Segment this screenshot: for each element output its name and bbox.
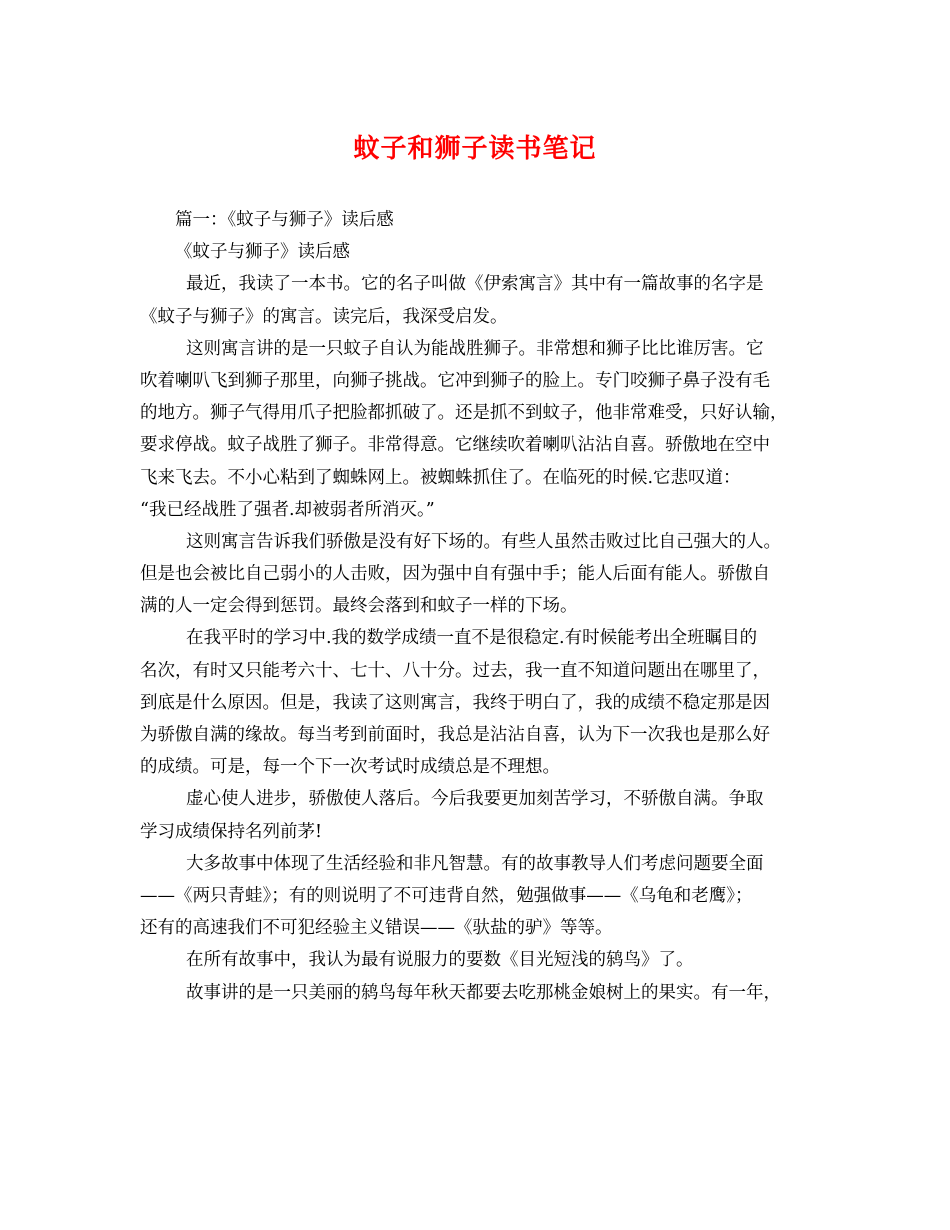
subtitle: 《蚊子与狮子》读后感 xyxy=(175,242,350,263)
text-line: 故事讲的是一只美丽的鸫鸟每年秋天都要去吃那桃金娘树上的果实。有一年， xyxy=(186,982,781,1003)
text-line: 要求停战。蚊子战胜了狮子。非常得意。它继续吹着喇叭沾沾自喜。骄傲地在空中 xyxy=(140,435,770,456)
document-title: 蚊子和狮子读书笔记 xyxy=(353,134,597,164)
text-line: 这则寓言讲的是一只蚊子自认为能战胜狮子。非常想和狮子比比谁厉害。它 xyxy=(186,338,764,359)
text-line: 的地方。狮子气得用爪子把脸都抓破了。还是抓不到蚊子，他非常难受，只好认输， xyxy=(140,403,788,424)
text-line: 在我平时的学习中.我的数学成绩一直不是很稳定.有时候能考出全班瞩目的 xyxy=(186,628,758,649)
text-line: 的成绩。可是，每一个下一次考试时成绩总是不理想。 xyxy=(140,757,560,778)
text-line: 还有的高速我们不可犯经验主义错误——《驮盐的驴》等等。 xyxy=(140,918,613,939)
text-line: 在所有故事中，我认为最有说服力的要数《目光短浅的鸫鸟》了。 xyxy=(186,950,694,971)
text-line: 《蚊子与狮子》的寓言。读完后，我深受启发。 xyxy=(140,306,508,327)
section-heading: 篇一：《蚊子与狮子》读后感 xyxy=(175,210,394,230)
text-line: 虚心使人进步，骄傲使人落后。今后我要更加刻苦学习，不骄傲自满。争取 xyxy=(186,789,764,810)
text-line: 大多故事中体现了生活经验和非凡智慧。有的故事教导人们考虑问题要全面 xyxy=(186,853,764,874)
text-line: 为骄傲自满的缘故。每当考到前面时，我总是沾沾自喜，认为下一次我也是那么好 xyxy=(140,725,770,745)
text-line: ——《两只青蛙》；有的则说明了不可违背自然，勉强做事——《乌龟和老鹰》； xyxy=(140,885,753,906)
text-line: 名次，有时又只能考六十、七十、八十分。过去，我一直不知道问题出在哪里了， xyxy=(140,660,770,681)
text-line: 满的人一定会得到惩罚。最终会落到和蚊子一样的下场。 xyxy=(140,596,578,617)
text-line: 最近，我读了一本书。它的名子叫做《伊索寓言》其中有一篇故事的名字是 xyxy=(186,274,764,295)
text-line: “我已经战胜了强者.却被弱者所消灭。” xyxy=(140,499,435,520)
text-line: 学习成绩保持名列前茅! xyxy=(140,821,323,842)
document-body xyxy=(140,204,820,1009)
text-line: 但是也会被比自己弱小的人击败，因为强中自有强中手；能人后面有能人。骄傲自 xyxy=(140,564,770,585)
text-line: 吹着喇叭飞到狮子那里，向狮子挑战。它冲到狮子的脸上。专门咬狮子鼻子没有毛 xyxy=(140,370,770,391)
text-line: 这则寓言告诉我们骄傲是没有好下场的。有些人虽然击败过比自己强大的人。 xyxy=(186,531,781,552)
text-line: 到底是什么原因。但是，我读了这则寓言，我终于明白了，我的成绩不稳定那是因 xyxy=(140,692,770,713)
text-line: 飞来飞去。不小心粘到了蜘蛛网上。被蜘蛛抓住了。在临死的时候.它悲叹道： xyxy=(140,467,741,488)
